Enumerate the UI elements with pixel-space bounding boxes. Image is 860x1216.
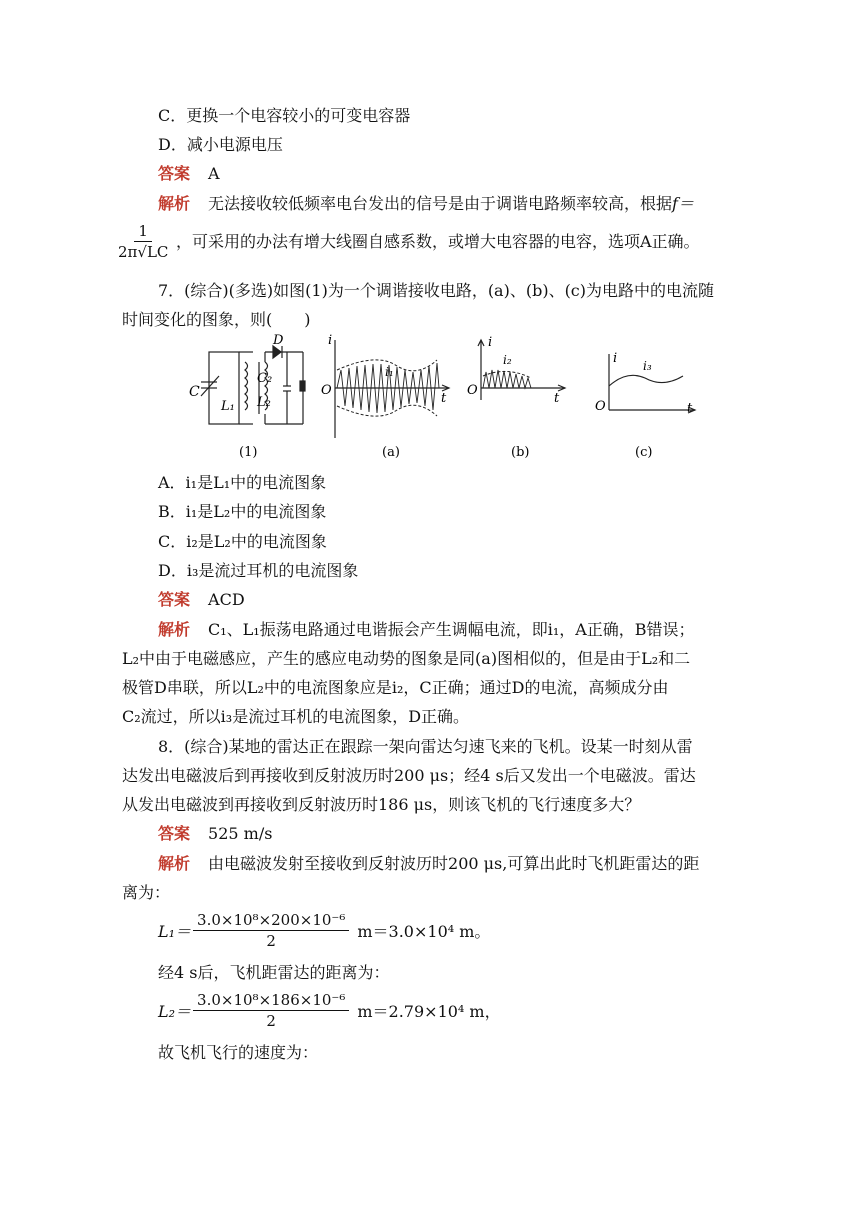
answer-value: 525 m/s [208,824,273,843]
eq2-denominator: 2 [266,1012,276,1030]
label-i2: i₂ [503,353,512,367]
q7-figure [187,330,707,462]
q6-formula-fraction [118,221,168,262]
fraction-denominator: 2π√LC [118,243,169,261]
q8-equation-2 [158,990,501,1031]
formula-f: f＝ [672,194,694,213]
answer-value: A [208,164,220,183]
analysis-text: C₁、L₁振荡电路通过电谐振会产生调幅电流，即i₁，A正确，B错误； [208,620,695,639]
earphone-symbol [300,381,305,391]
graph-c [609,354,695,413]
q8-stem-line2: 达发出电磁波后到再接收到反射波历时200 μs；经4 s后又发出一个电磁波。雷达 [122,766,696,785]
q7-stem-line2: 时间变化的图象，则( ) [122,310,311,329]
q7-stem-line1: 7．(综合)(多选)如图(1)为一个调谐接收电路，(a)、(b)、(c)为电路中的电流随 [158,281,715,300]
q7-analysis-line3: 极管D串联，所以L₂中的电流图象应是i₂，C正确；通过D的电流，高频成分由 [122,678,669,697]
label-i3: i₃ [643,359,652,373]
q6-analysis-line1 [158,194,694,214]
analysis-text: 由电磁波发射至接收到反射波历时200 μs,可算出此时飞机距雷达的距 [208,854,700,873]
q7-analysis-line4: C₂流过，所以i₃是流过耳机的电流图象，D正确。 [122,707,470,726]
q6-answer [158,164,220,184]
eq1-fraction [193,910,349,951]
eq2-fraction [193,990,349,1031]
q7-option-a: A．i₁是L₁中的电流图象 [158,473,327,492]
q8-stem-line3: 从发出电磁波到再接收到反射波历时186 μs，则该飞机的飞行速度多大？ [122,795,641,814]
caption-a: (a) [382,445,400,460]
q7-analysis-line2: L₂中由于电磁感应，产生的感应电动势的图象是同(a)图相似的，但是由于L₂和二 [122,649,691,668]
label-c2: C₂ [257,371,273,386]
axis-t-b: t [554,391,560,406]
q8-stem-line1: 8．(综合)某地的雷达正在跟踪一架向雷达匀速飞来的飞机。设某一时刻从雷 [158,737,693,756]
q6-option-d: D．减小电源电压 [158,135,283,154]
label-c: C [189,384,200,400]
eq1-rhs: m＝3.0×10⁴ m。 [357,922,491,941]
q6-option-c: C．更换一个电容较小的可变电容器 [158,106,411,125]
q8-after-4s: 经4 s后，飞机距雷达的距离为： [158,963,390,982]
eq2-lhs: L₂＝ [158,1002,192,1021]
inductor-l1 [245,362,248,410]
label-l1: L₁ [221,399,235,414]
q7-analysis-line1 [158,620,695,640]
axis-t-a: t [441,391,447,406]
caption-c: (c) [635,445,653,460]
label-i1: i₁ [385,365,394,379]
origin-a: O [321,383,332,398]
origin-b: O [467,383,478,398]
eq1-numerator: 3.0×10⁸×200×10⁻⁶ [193,910,349,931]
answer-label: 答案 [158,824,191,843]
analysis-label: 解析 [158,194,191,213]
eq1-lhs: L₁＝ [158,922,192,941]
q7-option-d: D．i₃是流过耳机的电流图象 [158,561,359,580]
circuit-diagram [201,346,305,424]
analysis-label: 解析 [158,854,191,873]
analysis-text: 无法接收较低频率电台发出的信号是由于调谐电路频率较高，根据 [208,194,673,213]
answer-label: 答案 [158,590,191,609]
q8-answer [158,824,272,844]
q7-option-b: B．i₁是L₂中的电流图象 [158,502,327,521]
q8-speed-line: 故飞机飞行的速度为： [158,1043,319,1062]
q7-answer [158,590,245,610]
answer-value: ACD [208,590,245,609]
axis-i-b: i [488,335,493,350]
eq2-rhs: m＝2.79×10⁴ m， [357,1002,501,1021]
eq2-numerator: 3.0×10⁸×186×10⁻⁶ [193,990,349,1011]
q6-analysis-line2: ，可采用的办法有增大线圈自感系数，或增大电容器的电容，选项A正确。 [176,232,700,251]
q7-option-c: C．i₂是L₂中的电流图象 [158,532,327,551]
label-l2: L₂ [257,395,271,410]
graph-a [335,340,449,438]
fraction-numerator: 1 [134,221,152,242]
q8-analysis-line1 [158,854,699,874]
axis-t-c: t [687,401,693,416]
eq1-denominator: 2 [266,932,276,950]
axis-i-a: i [328,333,333,348]
q8-analysis-line2: 离为： [122,883,171,902]
caption-1: (1) [239,445,258,460]
origin-c: O [595,399,606,414]
q8-equation-1 [158,910,490,951]
analysis-label: 解析 [158,620,191,639]
caption-b: (b) [511,445,530,460]
axis-i-c: i [613,351,618,366]
answer-label: 答案 [158,164,191,183]
label-d: D [273,333,284,348]
